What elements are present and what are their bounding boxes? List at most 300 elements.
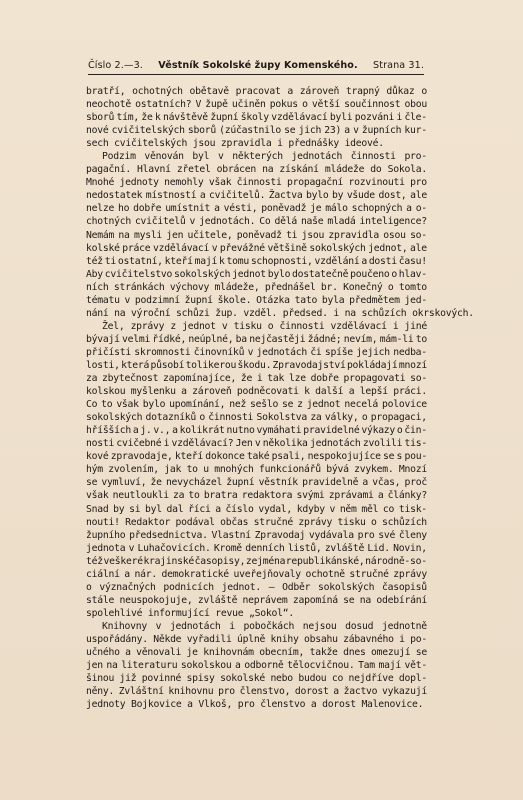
word: národně-so- — [365, 555, 427, 567]
word: a — [187, 699, 199, 711]
word: nové — [86, 125, 109, 137]
word: jednoty — [86, 699, 131, 711]
text-line — [86, 620, 427, 633]
word: též — [86, 555, 103, 567]
word: něny. — [86, 686, 115, 698]
word: j. — [140, 425, 152, 437]
word: mysli — [133, 229, 163, 241]
journal-title: Věstník Sokolské župy Komenského. — [158, 60, 358, 71]
word: podnicích — [163, 581, 214, 593]
word: vydávala — [308, 529, 354, 541]
word: stručné — [253, 516, 293, 528]
word: sokolských — [318, 581, 375, 593]
word: Otázka — [256, 294, 290, 306]
word: i — [392, 320, 399, 332]
word: jsou — [301, 229, 325, 241]
word: války, — [324, 412, 359, 424]
word: a — [362, 477, 369, 489]
word: získání — [279, 164, 319, 176]
word: jednot — [182, 320, 216, 332]
word: „Sokol“. — [249, 607, 294, 619]
word: župního — [86, 529, 126, 541]
word: kdyby — [296, 503, 325, 515]
word: byli — [329, 112, 353, 124]
word: členy — [398, 529, 427, 541]
word: revue — [215, 607, 250, 619]
word: však — [116, 399, 139, 411]
text-line — [86, 229, 427, 242]
text-line — [86, 98, 427, 111]
word: Žactva — [268, 190, 303, 202]
text-line — [86, 489, 427, 502]
word: a — [344, 125, 350, 137]
text-line — [86, 307, 474, 320]
word: lze — [288, 373, 306, 385]
word: o — [86, 581, 92, 593]
word: mám-li — [379, 333, 414, 345]
word: všude — [346, 190, 375, 202]
word: činnosti — [236, 177, 282, 189]
word: o- — [415, 203, 427, 215]
word: tak — [267, 373, 285, 385]
word: o — [361, 412, 368, 424]
word: návštěvě — [162, 112, 208, 124]
header-rule — [88, 74, 424, 75]
word: sokolských — [309, 242, 366, 254]
word: pro — [357, 529, 375, 541]
word: v — [254, 438, 261, 450]
text-line — [86, 255, 427, 268]
word: zbytečnost — [102, 373, 159, 385]
word: Knihovny — [102, 620, 147, 632]
word: nelze — [86, 203, 115, 215]
word: zvykem. — [354, 464, 394, 476]
word: školy — [240, 112, 269, 124]
word: schůzi — [175, 307, 216, 319]
text-line — [86, 163, 427, 176]
word: zprávy — [130, 320, 165, 332]
word: upomínání, — [169, 399, 226, 411]
word: župě — [205, 99, 228, 111]
word: členstvo, — [239, 686, 291, 698]
word: která — [121, 359, 150, 371]
word: nedba- — [393, 346, 427, 358]
word: a — [377, 490, 384, 502]
word: zprávy — [298, 516, 333, 528]
word: so- — [410, 373, 427, 385]
word: důkaz — [386, 86, 415, 97]
word: informující — [147, 607, 216, 619]
word: jsou — [192, 138, 221, 150]
word: dělá — [274, 216, 297, 228]
word: cvičitelských — [111, 125, 185, 137]
word: a — [406, 203, 412, 215]
word: v — [211, 242, 218, 254]
word: Konečný — [343, 281, 383, 293]
word: význačných — [99, 581, 156, 593]
word: schopných — [351, 203, 403, 215]
word: si — [129, 503, 141, 515]
word: ciální — [86, 568, 120, 580]
word: výroční — [130, 307, 176, 319]
word: vět- — [404, 660, 427, 672]
word: zvolením, — [108, 464, 159, 476]
word: se — [343, 594, 355, 606]
word: tomu — [226, 255, 249, 267]
text-line — [86, 685, 427, 698]
word: sokolskou — [180, 660, 232, 672]
word: jednota — [86, 542, 126, 554]
text-line — [86, 476, 427, 489]
word: denních — [245, 542, 285, 554]
word: sokolských — [86, 412, 143, 424]
word: sokolské — [220, 673, 266, 685]
word: to — [186, 464, 198, 476]
word: z — [170, 320, 176, 332]
text-line — [86, 542, 427, 555]
word: osou — [383, 229, 406, 241]
word: Sokolstva — [256, 412, 308, 424]
word: zprávami — [328, 490, 374, 502]
word: vésti, — [223, 203, 258, 215]
word: neochotě — [86, 99, 131, 111]
word: a — [199, 190, 206, 202]
text-line — [86, 176, 427, 189]
word: uveřejňovaly — [233, 568, 301, 580]
word: též — [86, 255, 103, 267]
word: v — [353, 125, 359, 137]
word: literaturu — [121, 660, 178, 672]
word: mládeže — [324, 164, 365, 176]
word: i — [333, 307, 345, 319]
word: jednot — [306, 399, 341, 411]
word: o — [421, 86, 427, 97]
word: jednotně — [381, 620, 427, 632]
word: a — [348, 386, 355, 398]
word: činnosti — [279, 320, 325, 332]
word: pro — [237, 699, 261, 711]
word: ti — [104, 255, 116, 267]
word: k — [304, 386, 310, 398]
word: so- — [410, 229, 427, 241]
word: vzdělávací — [152, 242, 210, 254]
word: i — [229, 620, 235, 632]
word: se — [284, 125, 296, 137]
word: říci — [188, 503, 211, 515]
word: jednotách — [291, 151, 343, 163]
word: jejich — [356, 346, 390, 358]
word: takže — [309, 647, 338, 659]
word: Nemám — [86, 229, 115, 241]
word: věstník — [258, 477, 298, 489]
word: jednotách — [309, 438, 361, 450]
word: župní — [184, 294, 213, 306]
word: vzdělávací — [330, 320, 387, 332]
word: nání — [86, 307, 115, 319]
word: mládeže, — [214, 281, 260, 293]
word: cvičitelů. — [209, 190, 266, 202]
word: uspořádány. — [86, 633, 148, 645]
word: časopisy, — [194, 555, 246, 567]
word: mají — [378, 660, 401, 672]
word: tisku — [337, 516, 366, 528]
word: vymáhati — [256, 425, 302, 437]
word: úplně — [237, 633, 266, 645]
word: sech — [86, 138, 115, 150]
word: spolehlivé — [86, 607, 148, 619]
text-line — [86, 529, 427, 542]
word: knihovnám — [203, 647, 254, 659]
word: již — [119, 673, 137, 685]
word: lepší — [359, 386, 388, 398]
word: dopl- — [398, 673, 427, 685]
word: i — [396, 112, 403, 124]
word: jednotách — [256, 346, 308, 358]
text-line — [86, 268, 427, 281]
word: ba — [235, 333, 247, 345]
word: z — [297, 399, 303, 411]
word: obětavě — [189, 86, 229, 97]
word: psali, — [271, 451, 306, 463]
word: předmětem — [349, 294, 400, 306]
word: tis- — [404, 438, 427, 450]
word: poněvadž — [261, 203, 307, 215]
word: časopisů — [381, 581, 427, 593]
text-line — [86, 150, 427, 163]
word: a — [310, 699, 323, 711]
word: by — [113, 503, 125, 515]
word: Zvláštní — [118, 686, 164, 698]
word: pro — [218, 686, 235, 698]
word: v — [189, 216, 196, 228]
word: včas, — [372, 477, 401, 489]
word: než — [229, 399, 247, 411]
word: skromnosti — [134, 346, 191, 358]
word: kur- — [404, 125, 427, 137]
text-line — [86, 124, 427, 137]
word: působí — [150, 359, 185, 371]
word: předsed. — [282, 307, 334, 319]
word: nemohly — [164, 177, 204, 189]
word: schůzích — [381, 516, 427, 528]
word: myšlenku — [130, 386, 176, 398]
word: ochotně — [305, 568, 345, 580]
word: v — [247, 346, 254, 358]
word: Podzim — [102, 151, 136, 163]
text-line — [86, 333, 427, 346]
word: dorost — [294, 686, 329, 698]
word: župních — [361, 125, 402, 137]
text-line — [86, 698, 427, 711]
word: a — [124, 568, 130, 580]
word: podzimní — [134, 294, 180, 306]
word: Kromě — [213, 542, 242, 554]
word: jednoty — [119, 177, 159, 189]
word: demokratické — [161, 568, 229, 580]
word: pracovat — [235, 86, 281, 97]
word: ti — [286, 229, 298, 241]
word: pozváni — [354, 112, 395, 124]
word: dostatečně — [292, 268, 349, 280]
word: Snad — [86, 503, 109, 515]
word: v — [128, 542, 135, 554]
word: jednot. — [221, 581, 262, 593]
text-line — [86, 346, 427, 359]
word: Jen — [235, 438, 253, 450]
word: na — [262, 164, 274, 176]
word: republikánské, — [285, 555, 365, 567]
text-line — [86, 372, 427, 385]
word: zábavného — [343, 633, 394, 645]
text-line — [86, 281, 427, 294]
word: práce — [122, 242, 151, 254]
word: v — [217, 151, 224, 163]
word: v — [124, 294, 131, 306]
word: kteří — [174, 451, 203, 463]
word: propagační — [286, 177, 344, 189]
word: polovice — [381, 399, 427, 411]
word: tisk- — [398, 503, 427, 515]
text-line — [86, 202, 427, 215]
word: umístnit — [165, 203, 211, 215]
word: propagaci, — [370, 412, 427, 424]
word: škodu. — [237, 359, 272, 371]
word: že — [141, 112, 153, 124]
word: nevycházel — [165, 477, 223, 489]
text-line — [86, 437, 427, 450]
word: jich — [298, 125, 322, 137]
word: a — [361, 255, 367, 267]
text-line — [86, 137, 427, 150]
word: Vlastní — [211, 529, 251, 541]
word: byla — [321, 294, 345, 306]
text-line — [86, 503, 427, 516]
word: učitele, — [187, 229, 233, 241]
word: a — [287, 86, 293, 97]
word: bratra — [203, 490, 238, 502]
word: občas — [220, 516, 249, 528]
word: bývá — [326, 464, 349, 476]
word: se — [282, 399, 294, 411]
word: se — [86, 477, 98, 489]
word: zpravidla — [328, 229, 379, 241]
word: ale — [410, 242, 427, 254]
word: se — [415, 647, 427, 659]
word: dokonce — [205, 451, 245, 463]
word: listů, — [287, 542, 322, 554]
word: stránkách — [113, 281, 165, 293]
word: Luhačovicích. — [137, 542, 211, 554]
word: učného — [86, 647, 120, 659]
word: mají — [194, 255, 218, 267]
word: tato — [294, 294, 318, 306]
text-line — [86, 294, 427, 307]
word: proč — [404, 477, 427, 489]
word: zejména — [245, 555, 286, 567]
word: neúplné, — [188, 333, 234, 345]
word: bratří, — [86, 86, 126, 97]
word: nejsou — [302, 620, 337, 632]
word: však — [208, 177, 232, 189]
word: propagovati — [343, 373, 406, 385]
word: a — [125, 647, 131, 659]
word: něm — [339, 503, 357, 515]
word: jednot, — [368, 242, 408, 254]
word: zároveň — [192, 386, 232, 398]
word: řídké, — [152, 333, 187, 345]
word: nespokojujíce — [307, 451, 381, 463]
word: stále — [86, 594, 115, 606]
word: dobře — [133, 203, 162, 215]
word: rozvinouti — [348, 177, 405, 189]
word: Vlkoš, — [198, 699, 238, 711]
word: nebo — [270, 673, 293, 685]
text-line — [86, 646, 427, 659]
word: ostatních? — [135, 99, 192, 111]
word: nevím, — [343, 333, 378, 345]
word: neprávem — [242, 594, 288, 606]
word: spíše — [324, 346, 353, 358]
word: to — [101, 399, 113, 411]
word: župní — [226, 477, 255, 489]
word: omezují — [370, 647, 411, 659]
word: schůzích — [361, 307, 413, 319]
word: cvičitelských — [114, 138, 193, 150]
word: okrskových. — [412, 307, 474, 319]
word: jed- — [404, 294, 427, 306]
word: dorost — [322, 699, 362, 711]
word: zřetel — [176, 164, 211, 176]
word: nosti — [86, 438, 115, 450]
word: vymluví, — [101, 477, 147, 489]
word: články? — [387, 490, 427, 502]
word: dal — [166, 503, 184, 515]
word: povinné — [141, 673, 182, 685]
word: na — [118, 229, 130, 241]
word: hříšších — [86, 425, 131, 437]
word: V — [195, 99, 202, 111]
word: čin- — [404, 425, 427, 437]
word: to — [415, 333, 427, 345]
word: funkcionářů — [259, 464, 321, 476]
word: kolikrát — [179, 425, 225, 437]
word: krajinské — [143, 555, 195, 567]
word: co — [382, 503, 395, 515]
word: pro- — [404, 151, 427, 163]
word: pokládají — [346, 359, 398, 371]
word: odborně — [244, 660, 284, 672]
word: Žel, — [102, 320, 125, 332]
text-line — [86, 215, 427, 228]
word: dnes — [343, 647, 366, 659]
word: dosud — [345, 620, 374, 632]
word: zvláště — [324, 542, 365, 554]
text-line — [86, 672, 427, 685]
word: o — [302, 99, 308, 111]
word: vydal, — [258, 503, 293, 515]
word: či — [310, 346, 322, 358]
word: jednotách. — [199, 216, 256, 228]
word: o — [370, 516, 377, 528]
word: o — [396, 425, 403, 437]
word: sokolských — [174, 268, 231, 280]
word: učiněn — [231, 99, 266, 111]
word: jiné — [404, 320, 427, 332]
word: mladá — [327, 216, 356, 228]
word: je — [186, 647, 198, 659]
word: Bojkovice — [130, 699, 188, 711]
word: velmi — [122, 333, 151, 345]
